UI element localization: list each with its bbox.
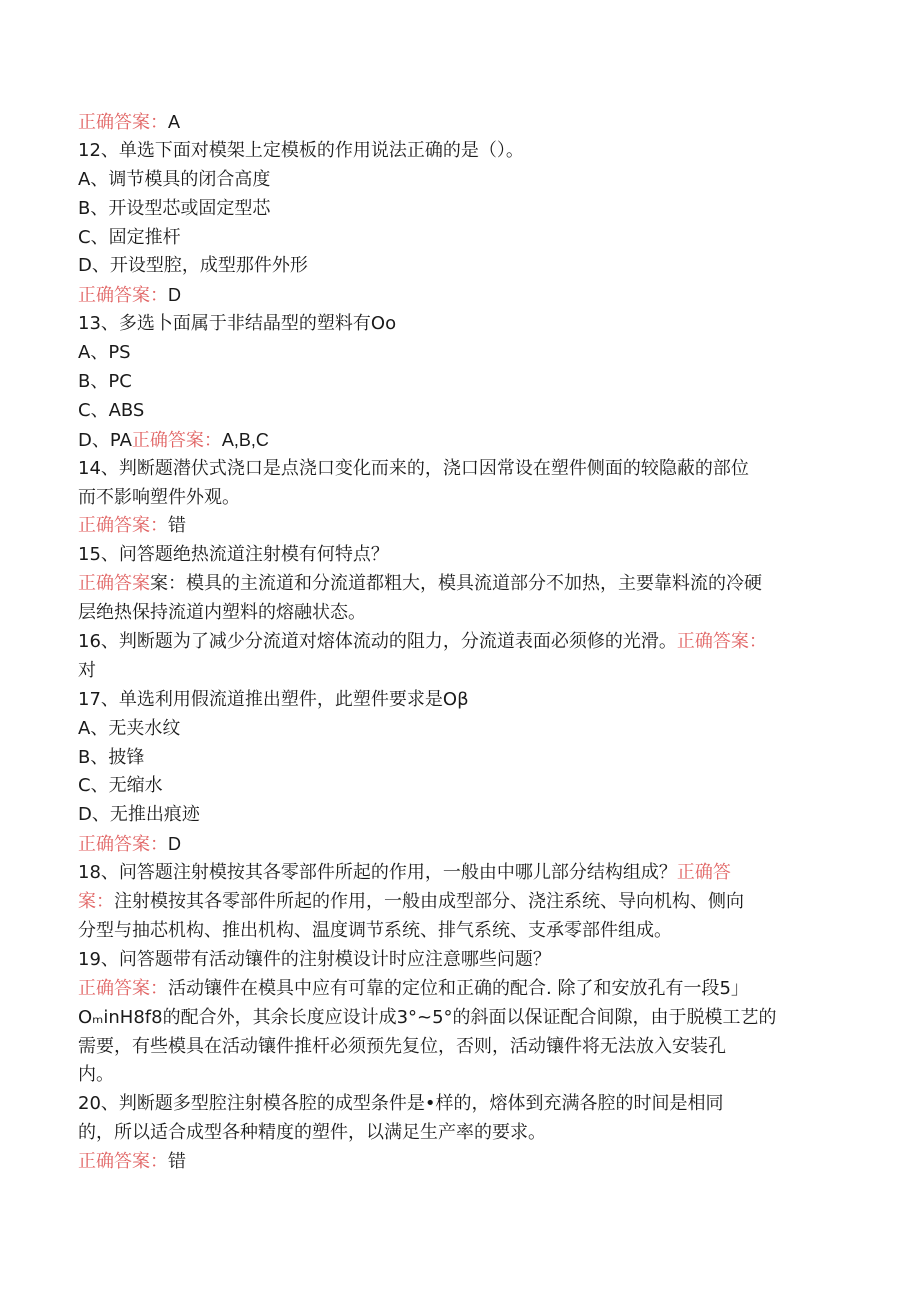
text-line [78, 686, 838, 715]
text-line [78, 281, 838, 310]
text-line [78, 715, 838, 744]
text-segment: 注射模按其各零部件所起的作用，一般由成型部分、浇注系统、导向机构、侧向 [114, 891, 744, 913]
text-segment: 错 [168, 1151, 186, 1173]
text-segment: 案：模具的主流道和分流道都粗大，模具流道部分不加热，主要靠料流的冷硬 [150, 573, 762, 595]
text-line [78, 1090, 838, 1119]
text-line [78, 772, 838, 801]
answer-label: 正确答案： [78, 1151, 168, 1173]
text-line [78, 1148, 838, 1177]
text-line [78, 599, 838, 628]
answer-label: 正确答案： [676, 631, 767, 653]
text-segment: B、PC [78, 371, 132, 393]
text-line [78, 917, 838, 946]
answer-label: 正确答案： [78, 834, 168, 856]
text-segment: 15、问答题绝热流道注射模有何特点？ [78, 544, 389, 566]
text-segment: A [168, 112, 181, 132]
text-segment: 16、判断题为了减少分流道对熔体流动的阻力，分流道表面必须修的光滑。 [78, 631, 677, 653]
answer-label: 正确答案： [78, 515, 168, 537]
text-segment: D、PA [78, 429, 132, 451]
text-line [78, 455, 838, 484]
text-segment: OₘinH8f8的配合外，其余长度应设计成3°~5°的斜面以保证配合间隙，由于脱模工艺的 [78, 1006, 777, 1028]
text-segment: 20、判断题多型腔注射模各腔的成型条件是•样的，熔体到充满各腔的时间是相同 [78, 1093, 724, 1115]
text-segment: 的，所以适合成型各种精度的塑件，以满足生产率的要求。 [78, 1122, 546, 1144]
text-line [78, 512, 838, 541]
text-segment: D、开设型腔，成型那件外形 [78, 255, 308, 277]
text-line [78, 397, 838, 426]
text-line [78, 801, 838, 830]
text-line [78, 137, 838, 166]
text-line [78, 657, 838, 686]
text-segment: 内。 [78, 1064, 114, 1086]
text-line [78, 339, 838, 368]
text-line [78, 628, 838, 657]
text-line [78, 368, 838, 397]
text-segment: C、ABS [78, 399, 145, 421]
text-segment: D [168, 834, 181, 855]
answer-label: 正确答案 [78, 573, 150, 595]
text-segment: 18、问答题注射模按其各零部件所起的作用，一般由中哪儿部分结构组成？ [78, 862, 677, 884]
text-line [78, 1119, 838, 1148]
text-line [78, 1061, 838, 1090]
text-line [78, 1004, 838, 1033]
text-line [78, 252, 838, 281]
text-line [78, 541, 838, 570]
text-segment: A、PS [78, 342, 131, 364]
text-segment: D、无推出痕迹 [78, 804, 200, 826]
text-segment: B、开设型芯或固定型芯 [78, 197, 271, 219]
answer-label: 正确答案： [131, 429, 222, 451]
text-line [78, 484, 838, 513]
text-segment: 17、单选利用假流道推出塑件，此塑件要求是Oβ [78, 688, 469, 710]
text-line [78, 224, 838, 253]
text-line [78, 975, 838, 1004]
text-line [78, 1033, 838, 1062]
text-segment: B、披锋 [78, 746, 145, 768]
answer-label: 正确答 [676, 862, 731, 884]
text-line [78, 859, 838, 888]
answer-label: 正确答案： [78, 112, 168, 133]
text-segment: 错 [168, 515, 186, 537]
text-segment: 13、多选卜面属于非结晶型的塑料有Oo [78, 313, 397, 335]
answer-label: 案： [78, 891, 114, 913]
text-segment: 而不影响塑件外观。 [78, 486, 240, 508]
text-segment: A,B,C [221, 429, 269, 450]
answer-label: 正确答案： [78, 977, 168, 999]
text-segment: 12、单选下面对模架上定模板的作用说法正确的是（）。 [78, 139, 524, 161]
text-line [78, 888, 838, 917]
text-segment: 活动镶件在模具中应有可靠的定位和正确的配合. 除了和安放孔有一段5」 [168, 977, 749, 999]
text-line [78, 108, 838, 137]
text-segment: C、固定推杆 [78, 226, 181, 248]
text-line [78, 166, 838, 195]
text-line [78, 426, 838, 455]
text-segment: 需要，有些模具在活动镶件推杆必须预先复位，否则，活动镶件将无法放入安装孔 [78, 1035, 726, 1057]
text-line [78, 195, 838, 224]
question-list [78, 108, 838, 1177]
text-line [78, 570, 838, 599]
text-line [78, 830, 838, 859]
text-segment: D [168, 285, 181, 306]
text-segment: C、无缩水 [78, 775, 163, 797]
text-segment: 14、判断题潜伏式浇口是点浇口变化而来的，浇口因常设在塑件侧面的较隐蔽的部位 [78, 457, 749, 479]
text-segment: A、无夹水纹 [78, 717, 181, 739]
text-line [78, 310, 838, 339]
text-segment: 分型与抽芯机构、推出机构、温度调节系统、排气系统、支承零部件组成。 [78, 919, 672, 941]
text-segment: 19、问答题带有活动镶件的注射模设计时应注意哪些问题？ [78, 948, 551, 970]
text-line [78, 744, 838, 773]
text-line [78, 946, 838, 975]
text-segment: 层绝热保持流道内塑料的熔融状态。 [78, 602, 366, 624]
text-segment: A、调节模具的闭合高度 [78, 168, 271, 190]
answer-label: 正确答案： [78, 285, 168, 307]
text-segment: 对 [78, 659, 96, 681]
